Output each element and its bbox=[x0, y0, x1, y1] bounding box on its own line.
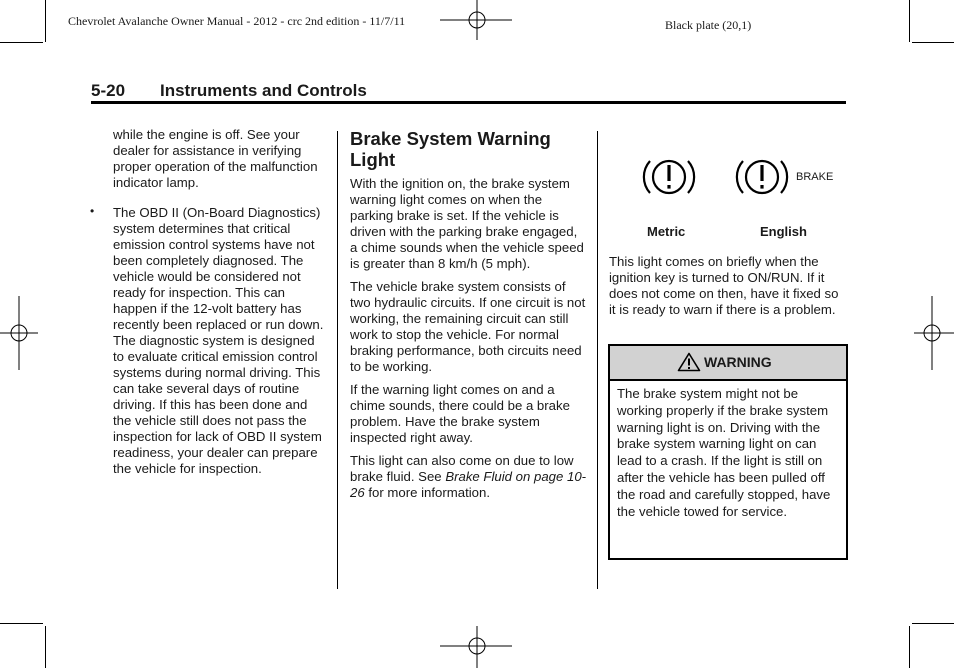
registration-mark-left bbox=[0, 296, 40, 370]
warning-text: The brake system might not be working properly if the brake system warning light is on. Driving with the brake system warning light on can lead to a crash. If the light is still on after the vehicle has been pulled off the road and carefully stopped, have the vehicle towed for service. bbox=[617, 386, 831, 519]
paragraph: If the warning light comes on and a chime sounds, there could be a brake problem. Have the brake system inspected right away. bbox=[350, 382, 570, 445]
registration-mark-right bbox=[912, 296, 954, 370]
right-column-paragraph: This light comes on briefly when the ignition key is turned to ON/RUN. If it does not come on then, have it fixed so it is ready to warn if there is a problem. bbox=[609, 254, 839, 317]
warning-triangle-icon bbox=[677, 352, 701, 372]
reference-lead: This light can also come on due to low brake fluid. See bbox=[350, 453, 574, 484]
warning-title: WARNING bbox=[704, 354, 772, 370]
crop-mark bbox=[912, 42, 954, 43]
middle-column bbox=[350, 176, 588, 508]
registration-mark-top bbox=[440, 0, 516, 44]
continued-paragraph: while the engine is off. See your dealer for assistance in verifying proper operation of the malfunction indicator lamp. bbox=[113, 127, 318, 190]
crop-mark bbox=[912, 623, 954, 624]
crop-mark bbox=[909, 626, 910, 668]
section-heading: Brake System Warning Light bbox=[350, 128, 551, 170]
column-divider bbox=[337, 131, 338, 589]
cross-reference-link[interactable]: Brake Fluid on page 10-26 bbox=[350, 469, 587, 500]
left-column bbox=[90, 127, 325, 484]
section-rule bbox=[91, 101, 846, 104]
icon-label-english: English bbox=[760, 224, 807, 239]
crop-mark bbox=[909, 0, 910, 42]
warning-box bbox=[608, 344, 848, 560]
paragraph-with-reference bbox=[350, 453, 588, 501]
icon-label-metric: Metric bbox=[647, 224, 686, 239]
brake-icon-text: BRAKE bbox=[796, 171, 834, 183]
reference-tail: for more information. bbox=[364, 485, 490, 500]
crop-mark bbox=[45, 0, 46, 42]
crop-mark bbox=[0, 623, 43, 624]
registration-mark-bottom bbox=[440, 626, 516, 668]
warning-header bbox=[610, 346, 846, 381]
bullet-item bbox=[90, 204, 325, 477]
crop-mark bbox=[45, 626, 46, 668]
plate-label: Black plate (20,1) bbox=[665, 18, 752, 32]
crop-mark bbox=[0, 42, 43, 43]
section-title: Instruments and Controls bbox=[160, 81, 367, 100]
bullet-marker: • bbox=[90, 204, 95, 218]
paragraph: The vehicle brake system consists of two hydraulic circuits. If one circuit is not working, the remaining circuit can still work to stop the vehicle. For normal braking performance, both circuits need to be working. bbox=[350, 279, 586, 374]
page-number: 5-20 bbox=[91, 81, 126, 100]
manual-header-line: Chevrolet Avalanche Owner Manual - 2012 - crc 2nd edition - 11/7/11 bbox=[68, 14, 406, 28]
brake-warning-metric-icon bbox=[640, 152, 698, 202]
brake-warning-english-icon bbox=[733, 152, 791, 202]
paragraph: With the ignition on, the brake system warning light comes on when the parking brake is set. If the vehicle is driven with the parking brake engaged, a chime sounds when the vehicle speed is greater than 8 km/h (5 mph). bbox=[350, 176, 584, 271]
column-divider bbox=[597, 131, 598, 589]
bullet-paragraph: The OBD II (On-Board Diagnostics) system determines that critical emission control systems have not been completely diagnosed. The vehicle would be considered not ready for inspection. This can happen if the 12-volt battery has recently been replaced or run down. The diagnostic system is designed to evaluate critical emission control systems during normal driving. This can take several days of routine driving. If this has been done and the vehicle still does not pass the inspection for lack of OBD II system readiness, your dealer can prepare the vehicle for inspection. bbox=[113, 205, 324, 476]
